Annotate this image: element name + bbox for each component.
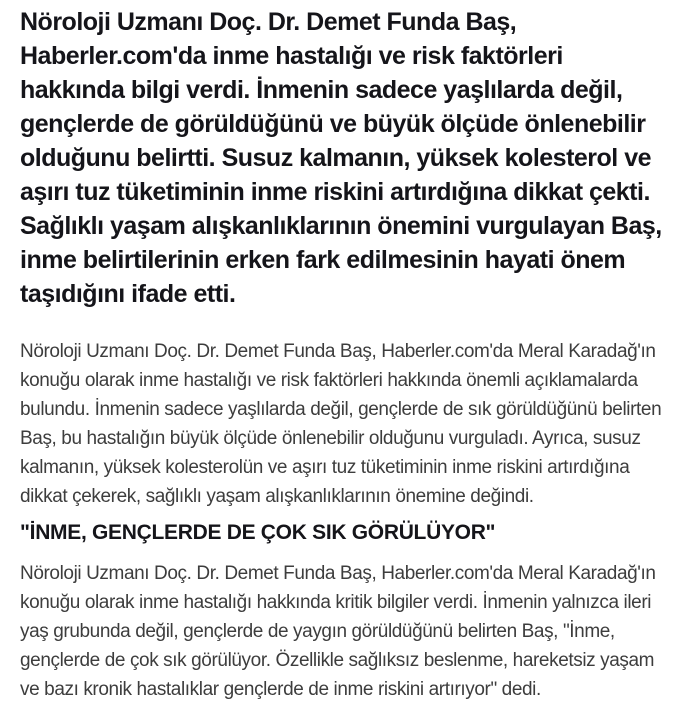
- article-paragraph-1: Nöroloji Uzmanı Doç. Dr. Demet Funda Baş, Haberler.com'da Meral Karadağ'ın konuğu olarak inme hastalığı ve risk faktörleri hakkında önemli açıklamalarda bulundu. İnmenin sadece yaşlılarda değil, gençlerde de sık görüldüğünü belirten Baş, bu hastalığın büyük ölçüde önlenebilir olduğunu vurguladı. Ayrıca, susuz kalmanın, yüksek kolesterolün ve aşırı tuz tüketiminin inme riskini artırdığına dikkat çekerek, sağlıklı yaşam alışkanlıklarının önemine değindi.: [20, 341, 662, 507]
- section-heading: "İNME, GENÇLERDE DE ÇOK SIK GÖRÜLÜYOR": [20, 521, 496, 544]
- article-paragraph-2: Nöroloji Uzmanı Doç. Dr. Demet Funda Baş, Haberler.com'da Meral Karadağ'ın konuğu olarak inme hastalığı hakkında kritik bilgiler verdi. İnmenin yalnızca ileri yaş grubunda değil, gençlerde de yaygın görüldüğünü belirten Baş, "İnme, gençlerde de çok sık görülüyor. Özellikle sağlıksız beslenme, hareketsiz yaşam ve bazı kronik hastalıklar gençlerde de inme riskini artırıyor" dedi.: [20, 563, 656, 700]
- article-lead: Nöroloji Uzmanı Doç. Dr. Demet Funda Baş, Haberler.com'da inme hastalığı ve risk faktörleri hakkında bilgi verdi. İnmenin sadece yaşlılarda değil, gençlerde de görüldüğünü ve büyük ölçüde önlenebilir olduğunu belirtti. Susuz kalmanın, yüksek kolesterol ve aşırı tuz tüketiminin inme riskini artırdığına dikkat çekti. Sağlıklı yaşam alışkanlıklarının önemini vurgulayan Baş, inme belirtilerinin erken fark edilmesinin hayati önem taşıdığını ifade etti.: [20, 8, 662, 308]
